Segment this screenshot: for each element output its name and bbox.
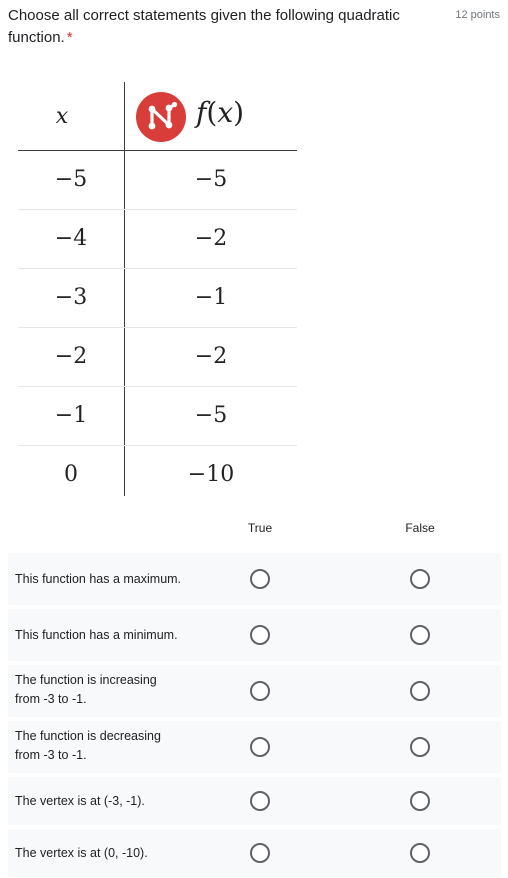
points-label: 12 points [455, 9, 500, 21]
table-cell-x: 0 [64, 462, 78, 487]
radio-false[interactable] [410, 791, 430, 811]
radio-true[interactable] [250, 843, 270, 863]
radio-true[interactable] [250, 681, 270, 701]
grid-row-label: The function is increasing from -3 to -1. [15, 673, 157, 706]
question-title [8, 5, 438, 49]
table-row-divider [18, 445, 297, 446]
table-row-divider [18, 268, 297, 269]
table-cell-fx: −1 [194, 285, 228, 310]
table-cell-x: −2 [54, 344, 88, 369]
question-text: Choose all correct statements given the following quadratic function. [8, 7, 400, 46]
table-cell-fx: −5 [194, 403, 228, 428]
table-cell-fx: −2 [194, 344, 228, 369]
grid-row-label: This function has a maximum. [15, 572, 182, 586]
function-table-image [18, 82, 297, 498]
network-logo-icon [136, 92, 186, 142]
grid-row [8, 609, 501, 661]
radio-true[interactable] [250, 625, 270, 645]
grid-row-label: This function has a minimum. [15, 628, 178, 642]
required-asterisk: * [66, 29, 73, 46]
table-divider-header [18, 150, 297, 151]
column-header-false: False [405, 521, 435, 535]
radio-true[interactable] [250, 569, 270, 589]
table-cell-fx: −2 [194, 226, 228, 251]
table-cell-x: −4 [54, 226, 88, 251]
grid-row [8, 829, 501, 877]
radio-false[interactable] [410, 625, 430, 645]
table-cell-x: −1 [54, 403, 88, 428]
table-cell-fx: −5 [194, 167, 228, 192]
table-cell-x: −3 [54, 285, 88, 310]
radio-false[interactable] [410, 569, 430, 589]
column-header-true: True [247, 521, 273, 535]
radio-false[interactable] [410, 681, 430, 701]
grid-row [8, 665, 501, 717]
radio-true[interactable] [250, 791, 270, 811]
grid-row-label: The vertex is at (0, -10). [15, 846, 148, 860]
radio-false[interactable] [410, 737, 430, 757]
grid-row-label: The function is decreasing from -3 to -1. [15, 729, 161, 762]
table-divider-vertical [124, 82, 125, 496]
table-row-divider [18, 386, 297, 387]
grid-row [8, 721, 501, 773]
table-header-fx: f(x) [196, 96, 245, 129]
table-cell-fx: −10 [187, 462, 235, 487]
grid-row [8, 553, 501, 605]
grid-row [8, 777, 501, 825]
table-cell-x: −5 [54, 167, 88, 192]
table-header-x: x [55, 104, 69, 129]
table-row-divider [18, 327, 297, 328]
radio-false[interactable] [410, 843, 430, 863]
radio-true[interactable] [250, 737, 270, 757]
grid-row-label: The vertex is at (-3, -1). [15, 794, 145, 808]
table-row-divider [18, 209, 297, 210]
